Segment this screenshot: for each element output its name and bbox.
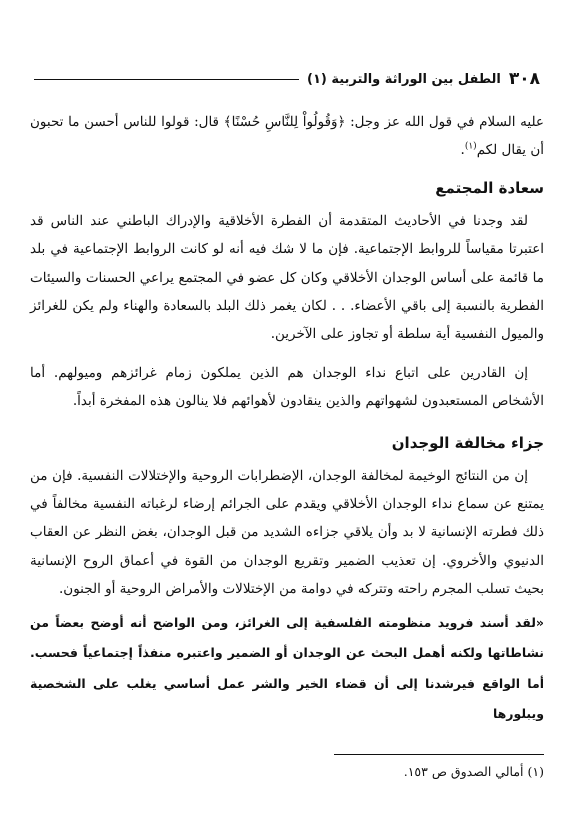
header-rule (34, 79, 299, 80)
block-quote: «لقد أسند فرويد منظومته الفلسفية إلى الغرائز، ومن الواضح أنه أوضح بعضاً من نشاطاتها ولكنه أهمل البحث عن الوجدان أو الضمير واعتبره منفذاً إجتماعياً فحسب. أما الواقع فيرشدنا إلى أن قضاء الخير والشر عمل أساسي يغلب على الشخصية ويبلورها (30, 614, 544, 722)
page-body (30, 108, 544, 730)
footnote-rule (334, 754, 544, 755)
footnote-ref: (١) (464, 141, 477, 152)
paragraph: إن القادرين على اتباع نداء الوجدان هم الذين يملكون زمام غرائزهم وميولهم. أما الأشخاص المستعبدون لشهواتهم والذين ينقادون لأهوائهم فلا ينالون هذه المفخرة أبداً. (30, 364, 544, 410)
intro-text: عليه السلام في قول الله عز وجل: ﴿وَقُولُواْ لِلنَّاسِ حُسْنًا﴾ قال: قولوا للناس أحسن ما تحبون أن يقال لكم (30, 114, 544, 159)
running-title: الطفل بين الوراثة والتربية (١) (307, 71, 501, 87)
section-heading-conscience-penalty: جزاء مخالفة الوجدان (391, 433, 544, 452)
paragraph: إن من النتائج الوخيمة لمخالفة الوجدان، الإضطرابات الروحية والإختلالات النفسية. فإن من يمتنع عن سماع نداء الوجدان الأخلاقي ويقدم على الجرائم إرضاء لرغباته النفسية مخالفاً في ذلك فطرته الإنسانية لا بد وأن يلاقي جزاءه الشديد من قبل الوجدان، بغض النظر عن العقاب الدنيوي والأخروي. إن تعذيب الضمير وتقريع الوجدان من القوة في أعماق الروح الإنسانية بحيث تسلب المجرم راحته وتتركه في دوامة من الإختلالات والأمراض الروحية أو الجنون. (30, 467, 544, 598)
section-heading-society-happiness: سعادة المجتمع (435, 178, 544, 197)
paragraph: لقد وجدنا في الأحاديث المتقدمة أن الفطرة الأخلاقية والإدراك الباطني عند الناس قد اعتبرتا مقياساً للروابط الإجتماعية. فإن ما لا شك فيه أنه لو كانت الروابط الإجتماعية في بلد ما قائمة على أساس الوجدان الأخلاقي وكان كل عضو في المجتمع يراعي الحسنات والسيئات الفطرية بالنسبة إلى باقي الأعضاء. . . لكان يغمر ذلك البلد بالسعادة والهناء ولم يكن للغرائز والميول النفسية أية سلطة أو تجاوز على الآخرين. (30, 212, 544, 343)
footnote (30, 762, 544, 782)
footnote-mark: (١) (527, 764, 544, 779)
page-number: ٣٠٨ (508, 69, 540, 89)
intro-tail: . (460, 142, 465, 159)
intro-paragraph (30, 108, 544, 165)
footnote-text: أمالي الصدوق ص ١٥٣. (403, 764, 524, 779)
running-header (34, 66, 540, 92)
